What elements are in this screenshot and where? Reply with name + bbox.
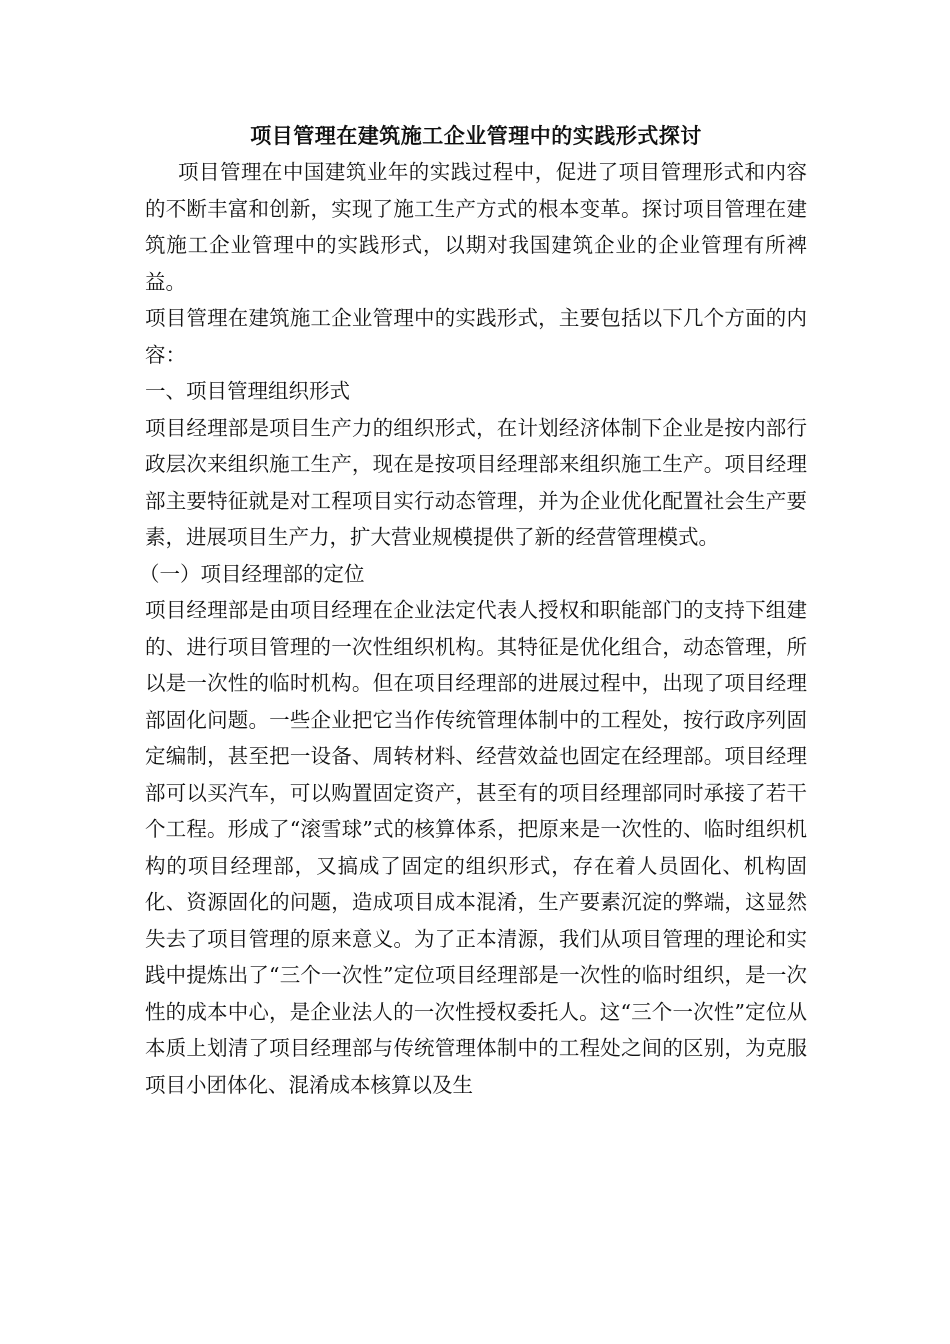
document-title: 项目管理在建筑施工企业管理中的实践形式探讨	[250, 123, 702, 148]
section-heading-organization-form: 一、项目管理组织形式	[145, 379, 350, 403]
intro-paragraph: 项目管理在中国建筑业年的实践过程中，促进了项目管理形式和内容的不断丰富和创新，实现了施工生产方式的根本变革。探讨项目管理在建筑施工企业管理中的实践形式，以期对我国建筑企业的企业管理有所裨益。	[145, 160, 807, 294]
subsection-paragraph-positioning: 项目经理部是由项目经理在企业法定代表人授权和职能部门的支持下组建的、进行项目管理的一次性组织机构。其特征是优化组合，动态管理，所以是一次性的临时机构。但在项目经理部的进展过程中，出现了项目经理部固化问题。一些企业把它当作传统管理体制中的工程处，按行政序列固定编制，甚至把一设备、周转材料、经营效益也固定在经理部。项目经理部可以买汽车，可以购置固定资产，甚至有的项目经理部同时承接了若干个工程。形成了“滚雪球”式的核算体系，把原来是一次性的、临时组织机构的项目经理部，又搞成了固定的组织形式，存在着人员固化、机构固化、资源固化的问题，造成项目成本混淆，生产要素沉淀的弊端，这显然失去了项目管理的原来意义。为了正本清源，我们从项目管理的理论和实践中提炼出了“三个一次性”定位项目经理部是一次性的临时组织，是一次性的成本中心，是企业法人的一次性授权委托人。这“三个一次性”定位从本质上划清了项目经理部与传统管理体制中的工程处之间的区别，为克服项目小团体化、混淆成本核算以及生	[145, 598, 807, 1097]
subsection-heading-positioning: （一）项目经理部的定位	[139, 561, 365, 586]
document-body	[139, 118, 807, 1103]
overview-paragraph: 项目管理在建筑施工企业管理中的实践形式，主要包括以下几个方面的内容：	[145, 306, 807, 367]
section-paragraph-organization-form: 项目经理部是项目生产力的组织形式，在计划经济体制下企业是按内部行政层次来组织施工生产，现在是按项目经理部来组织施工生产。项目经理部主要特征就是对工程项目实行动态管理，并为企业优化配置社会生产要素，进展项目生产力，扩大营业规模提供了新的经营管理模式。	[145, 415, 807, 549]
